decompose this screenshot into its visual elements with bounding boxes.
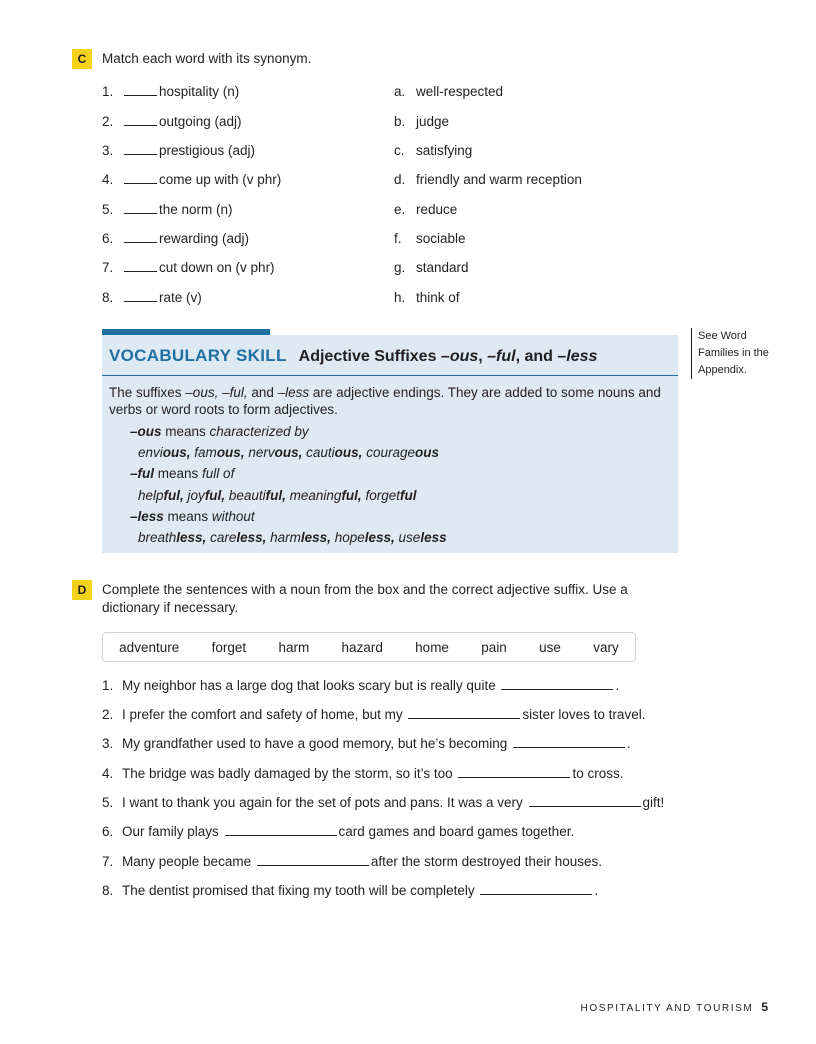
page-footer xyxy=(581,1000,768,1014)
answer-blank[interactable] xyxy=(124,259,157,272)
answer-blank[interactable] xyxy=(408,706,520,719)
word-box-item: adventure xyxy=(119,639,180,655)
section-d-instruction: Complete the sentences with a noun from the box and the correct adjective suffix. Use a dictionary if necessary. xyxy=(102,582,628,615)
sentence-item: 7. Many people became after the storm destroyed their houses. xyxy=(102,854,602,869)
sentence-item: 3. My grandfather used to have a good memory, but he’s becoming . xyxy=(102,736,631,751)
word-box-item: hazard xyxy=(341,639,383,655)
synonym-option: c. satisfying xyxy=(394,143,473,158)
synonym-option: h. think of xyxy=(394,290,460,305)
section-c-label: C xyxy=(72,49,92,69)
answer-blank[interactable] xyxy=(513,735,625,748)
answer-blank[interactable] xyxy=(124,201,157,214)
sentence-item: 1. My neighbor has a large dog that looks scary but is really quite . xyxy=(102,678,620,693)
sentence-item: 4. The bridge was badly damaged by the storm, so it’s too to cross. xyxy=(102,766,624,781)
sentence-item: 2. I prefer the comfort and safety of home, but my sister loves to travel. xyxy=(102,707,646,722)
word-box-item: home xyxy=(415,639,449,655)
answer-blank[interactable] xyxy=(257,853,369,866)
synonym-option: d. friendly and warm reception xyxy=(394,172,582,187)
suffix-less-examples: breathless, careless, harmless, hopeless, useless xyxy=(138,530,447,545)
suffix-ful-examples: helpful, joyful, beautiful, meaningful, forgetful xyxy=(138,488,417,503)
matching-item: 7. cut down on (v phr) xyxy=(102,260,275,275)
answer-blank[interactable] xyxy=(124,83,157,96)
matching-item: 6. rewarding (adj) xyxy=(102,231,250,246)
synonym-option: f. sociable xyxy=(394,231,466,246)
vocab-divider xyxy=(102,375,678,376)
synonym-option: b. judge xyxy=(394,114,450,129)
matching-item: 5. the norm (n) xyxy=(102,202,233,217)
sentence-item: 5. I want to thank you again for the set of pots and pans. It was a very gift! xyxy=(102,795,665,810)
vocab-subtitle: Adjective Suffixes –ous, –ful, and –less xyxy=(298,348,598,365)
vocab-intro-line: verbs or word roots to form adjectives. xyxy=(109,402,338,417)
vocab-intro-line: The suffixes –ous, –ful, and –less are adjective endings. They are added to some nouns and xyxy=(109,385,661,400)
footer-text: HOSPITALITY AND TOURISM xyxy=(580,1003,754,1014)
answer-blank[interactable] xyxy=(124,289,157,302)
synonym-option: g. standard xyxy=(394,260,469,275)
word-box-item: forget xyxy=(211,639,247,655)
answer-blank[interactable] xyxy=(529,794,641,807)
suffix-ous-rule: –ous means characterized by xyxy=(130,424,309,439)
sentence-item: 8. The dentist promised that fixing my tooth will be completely . xyxy=(102,883,599,898)
answer-blank[interactable] xyxy=(480,882,592,895)
suffix-less-rule: –less means without xyxy=(130,509,255,524)
side-note: See Word Families in the Appendix. xyxy=(691,328,778,379)
word-box-item: vary xyxy=(593,639,619,655)
answer-blank[interactable] xyxy=(124,171,157,184)
matching-item: 3. prestigious (adj) xyxy=(102,143,256,158)
answer-blank[interactable] xyxy=(124,113,157,126)
word-box-item: use xyxy=(539,639,561,655)
answer-blank[interactable] xyxy=(458,765,570,778)
answer-blank[interactable] xyxy=(225,823,337,836)
sentence-item: 6. Our family plays card games and board games together. xyxy=(102,824,575,839)
matching-item: 4. come up with (v phr) xyxy=(102,172,282,187)
section-d-label: D xyxy=(72,580,92,600)
matching-item: 8. rate (v) xyxy=(102,290,202,305)
vocab-title: VOCABULARY SKILL xyxy=(109,346,287,365)
answer-blank[interactable] xyxy=(501,677,613,690)
answer-blank[interactable] xyxy=(124,142,157,155)
synonym-option: a. well-respected xyxy=(394,84,504,99)
word-box xyxy=(102,632,636,662)
synonym-option: e. reduce xyxy=(394,202,458,217)
suffix-ful-rule: –ful means full of xyxy=(130,466,235,481)
matching-item: 1. hospitality (n) xyxy=(102,84,240,99)
section-c-instruction: Match each word with its synonym. xyxy=(102,51,312,66)
vocab-heading xyxy=(109,344,597,368)
answer-blank[interactable] xyxy=(124,230,157,243)
word-box-item: pain xyxy=(481,639,507,655)
word-box-item: harm xyxy=(278,639,310,655)
matching-item: 2. outgoing (adj) xyxy=(102,114,242,129)
page-number: 5 xyxy=(761,1000,768,1014)
suffix-ous-examples: envious, famous, nervous, cautious, courageous xyxy=(138,445,440,460)
